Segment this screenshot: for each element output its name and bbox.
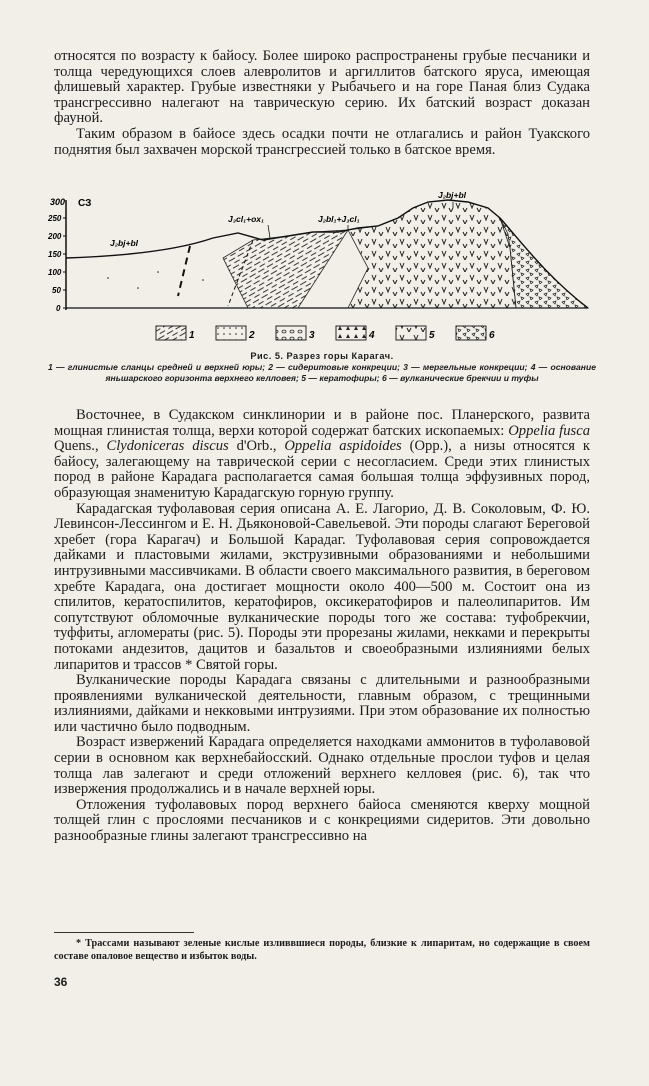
fault-line: [178, 246, 190, 296]
caption-legend: 1 — глинистые сланцы средней и верхней юры; 2 — сидеритовые конкреции; 3 — мергельные конкреции; 4 — основание яньшарского горизонта верхнего келловея; 5 — кератофиры; 6 — вулканические брекчии и туфы: [48, 362, 596, 383]
y-ticks: [48, 214, 66, 313]
legend-swatch: [156, 326, 186, 340]
paragraph: Возраст извержений Карадага определяется находками аммонитов в туфолавовой серии в основном как верхнебайосский. Однако отдельные прослои туфов и целая толща лав залегают и среди отложений верхнего келловея (рис. 6), так что извержения продолжались и в начале верхней юры.: [54, 734, 590, 798]
legend-swatch: [456, 326, 486, 340]
legend-number: 6: [489, 330, 495, 341]
species-name: Oppelia fusca: [508, 422, 590, 439]
legend-number: 5: [429, 330, 435, 341]
direction-label: СЗ: [78, 198, 92, 209]
species-name: Clydoniceras discus: [106, 438, 229, 455]
caption-title: Рис. 5. Разрез горы Карагач.: [250, 351, 394, 361]
species-name: Oppelia aspidoides: [284, 438, 402, 455]
top-text: [54, 49, 590, 158]
legend-swatch: [276, 326, 306, 340]
paragraph: Восточнее, в Судакском синклинории и в районе пос. Планерского, развита мощная глинистая толща, верхи которой содержат батских ископаемых: Oppelia fusca Quens., Clydoniceras discus d'Orb., Oppelia aspidoides (Opp.), а низы относятся к байосу, залегающему на таврической серии с несогласием. Среди этих глинистых пород в районе Карадага располагается самая большая толща эффузивных пород, образующая знаменитую Карадагскую горную группу.: [54, 407, 590, 501]
paragraph: Карадагская туфолавовая серия описана А. Е. Лагорио, Д. В. Соколовым, Ф. Ю. Левинсон-Лессингом и Е. Н. Дьяконовой-Савельевой. Эти породы слагают Береговой хребет (гора Карагач) и Большой Карадаг. Туфолавовая серия сопровождается дайками и пластовыми жилами, экструзивными образованиями и небольшими интрузивными массивчиками. В области своего максимального развития, в береговом хребте Карадага, она достигает мощности около 400—500 м. Состоит она из спилитов, кератоспилитов, кератофиров, оксикератофиров и палеолипаритов. Им сопутствуют обломочные вулканические породы того же состава: туфобрекчии, туффиты, агломераты (рис. 5). Породы эти прорезаны жилами, некками и перекрыты потоками андезитов, дацитов и базальтов и своеобразными излияниями белых липаритов и трассов * Святой горы.: [54, 500, 590, 673]
legend-swatch: [396, 326, 426, 340]
paragraph: Отложения туфолавовых пород верхнего байоса сменяются кверху мощной толщей глин с прослоями песчаников и с конкрециями сидеритов. Эти довольно разнообразные глины залегают трансгрессивно на: [54, 796, 590, 845]
legend-number: 1: [189, 330, 195, 341]
y-tick-label: 0: [56, 304, 61, 313]
y-tick-label: 50: [52, 286, 61, 295]
legend-number: 2: [249, 330, 255, 341]
y-tick-label: 150: [48, 250, 62, 259]
paragraph: относятся по возрасту к байосу. Более широко распространены грубые песчаники и толща чередующихся слоев алевролитов и аргиллитов батского яруса, имеющая флишевый характер. Грубые известняки у Рыбачьего и на горе Паная близ Судака трансгрессивно налегают на таврическую серию. Их батский возраст доказан фауной.: [54, 48, 590, 127]
cross-section-figure: [48, 188, 598, 363]
unit-label-mid1: J₃cl₁+ox₁: [228, 214, 264, 224]
legend-number: 3: [309, 330, 315, 341]
body-text: [54, 408, 590, 845]
footnote: * Трассами называют зеленые кислые изливвшиеся породы, близкие к липаритам, но содержащие в своем составе опаловое вещество и избыток воды.: [54, 938, 590, 962]
unit-label-mid2: J₂bl₁+J₃cl₁: [318, 214, 360, 224]
footnote-rule: [54, 932, 194, 933]
unit-label-peak: J₂bj+bl: [438, 190, 467, 200]
unit-label-left: J₂bj+bl: [110, 238, 139, 248]
legend-swatch: [216, 326, 246, 340]
figure-caption: [48, 350, 596, 383]
keratophyre-body: [348, 200, 516, 308]
concretions: [107, 271, 204, 289]
paragraph: Таким образом в байосе здесь осадки почти не отлагались и район Туакского поднятия был захвачен морской трансгрессией только в батское время.: [54, 125, 590, 158]
y-tick-label: 100: [48, 268, 62, 277]
y-tick-label: 200: [48, 232, 62, 241]
paragraph: Вулканические породы Карадага связаны с длительными и разнообразными проявлениями вулканической деятельности, главным образом, с трещинными излияниями, дайками и некковыми интрузиями. При этом образование их полностью или частично было подводным.: [54, 672, 590, 735]
y-unit-label: 300: [50, 197, 66, 207]
legend-swatch: [336, 326, 366, 340]
legend-number: 4: [369, 330, 375, 341]
y-tick-label: 250: [48, 214, 62, 223]
page-number: 36: [54, 975, 68, 989]
figure-legend: [156, 326, 495, 341]
